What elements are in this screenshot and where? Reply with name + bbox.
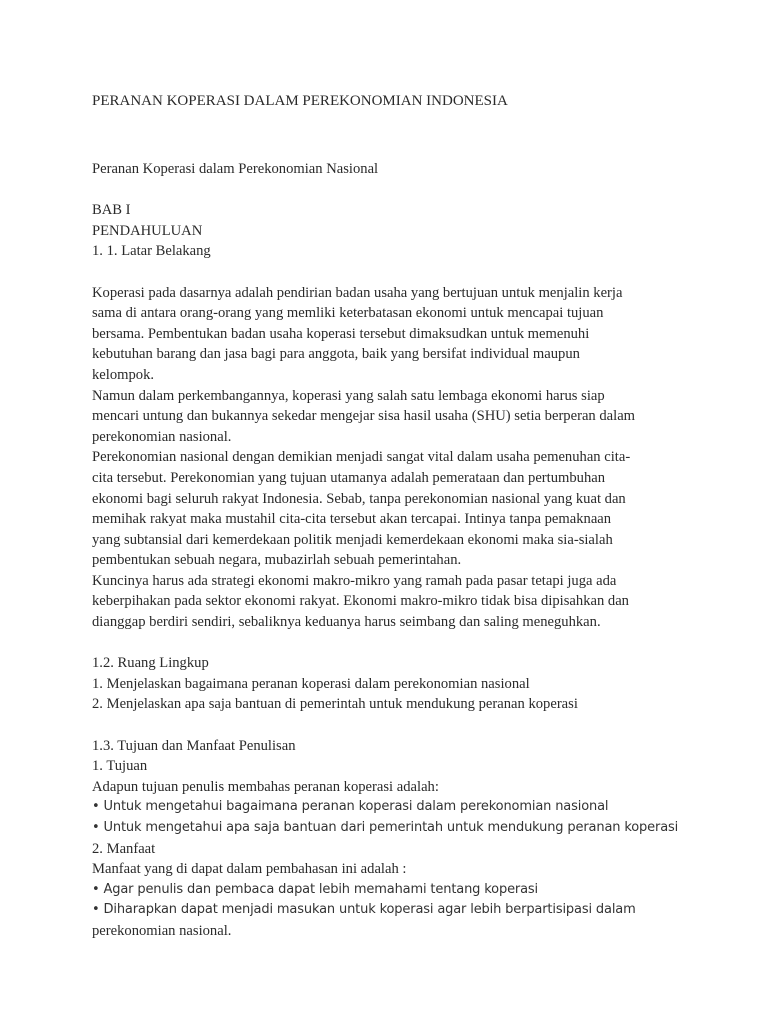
bullet-item: • Diharapkan dapat menjadi masukan untuk koperasi agar lebih berpartisipasi dalam — [92, 902, 636, 918]
paragraph-line: cita tersebut. Perekonomian yang tujuan utamanya adalah pemerataan dan pertumbuhan — [92, 469, 606, 486]
paragraph-line: yang subtansial dari kemerdekaan politik menjadi kemerdekaan ekonomi maka sia-sialah — [92, 531, 613, 548]
paragraph-line: Koperasi pada dasarnya adalah pendirian badan usaha yang bertujuan untuk menjalin kerja — [92, 284, 623, 301]
document-title: PERANAN KOPERASI DALAM PEREKONOMIAN INDONESIA — [92, 93, 508, 109]
section-heading-tujuan-manfaat: 1.3. Tujuan dan Manfaat Penulisan — [92, 737, 296, 754]
paragraph-line: dianggap berdiri sendiri, sebaliknya keduanya harus seimbang dan saling meneguhkan. — [92, 614, 601, 631]
list-item: 2. Menjelaskan apa saja bantuan di pemerintah untuk mendukung peranan koperasi — [92, 696, 578, 713]
section-heading-ruang-lingkup: 1.2. Ruang Lingkup — [92, 655, 209, 672]
chapter-title: PENDAHULUAN — [92, 222, 203, 239]
spacer — [92, 715, 682, 736]
paragraph-line: kebutuhan barang dan jasa bagi para anggota, baik yang bersifat individual maupun — [92, 346, 580, 363]
paragraph-line: sama di antara orang-orang yang memliki keterbatasan ekonomi untuk mencapai tujuan — [92, 305, 604, 322]
paragraph-line: Kuncinya harus ada strategi ekonomi makro-mikro yang ramah pada pasar tetapi juga ada — [92, 572, 617, 589]
paragraph-line: mencari untung dan bukannya sekedar mengejar sisa hasil usaha (SHU) setia berperan dalam — [92, 408, 636, 425]
paragraph-line: Namun dalam perkembangannya, koperasi yang salah satu lembaga ekonomi harus siap — [92, 387, 605, 404]
bullet-item: • Untuk mengetahui apa saja bantuan dari pemerintah untuk mendukung peranan koperasi — [92, 820, 679, 835]
list-item: 1. Menjelaskan bagaimana peranan koperasi dalam perekonomian nasional — [92, 675, 530, 692]
bullet-item: • Untuk mengetahui bagaimana peranan koperasi dalam perekonomian nasional — [92, 799, 609, 815]
paragraph-line: bersama. Pembentukan badan usaha koperasi tersebut dimaksudkan untuk memenuhi — [92, 325, 590, 342]
chapter-number: BAB I — [92, 202, 131, 219]
document-body — [92, 159, 682, 942]
spacer — [92, 180, 682, 201]
paragraph-line: memihak rakyat maka mustahil cita-cita tersebut akan tercapai. Intinya tanpa pemaknaan — [92, 511, 612, 528]
subheading-manfaat: 2. Manfaat — [92, 840, 156, 857]
document-subtitle: Peranan Koperasi dalam Perekonomian Nasional — [92, 161, 379, 177]
subheading-tujuan: 1. Tujuan — [92, 758, 148, 775]
paragraph-line: keberpihakan pada sektor ekonomi rakyat. Ekonomi makro-mikro tidak bisa dipisahkan dan — [92, 593, 629, 610]
manfaat-intro: Manfaat yang di dapat dalam pembahasan ini adalah : — [92, 861, 407, 878]
paragraph-line: perekonomian nasional. — [92, 428, 232, 445]
paragraph-line: kelompok. — [92, 366, 155, 383]
section-heading-latar-belakang: 1. 1. Latar Belakang — [92, 243, 211, 260]
tujuan-intro: Adapun tujuan penulis membahas peranan koperasi adalah: — [92, 778, 439, 795]
paragraph-line: perekonomian nasional. — [92, 922, 232, 939]
paragraph-line: Perekonomian nasional dengan demikian menjadi sangat vital dalam usaha pemenuhan cita- — [92, 449, 631, 466]
paragraph-line: pembentukan sebuah negara, mubazirlah sebuah pemerintahan. — [92, 552, 462, 569]
spacer — [92, 262, 682, 283]
bullet-item: • Agar penulis dan pembaca dapat lebih memahami tentang koperasi — [92, 881, 539, 897]
paragraph-line: ekonomi bagi seluruh rakyat Indonesia. Sebab, tanpa perekonomian nasional yang kuat dan — [92, 490, 626, 507]
spacer — [92, 633, 682, 654]
